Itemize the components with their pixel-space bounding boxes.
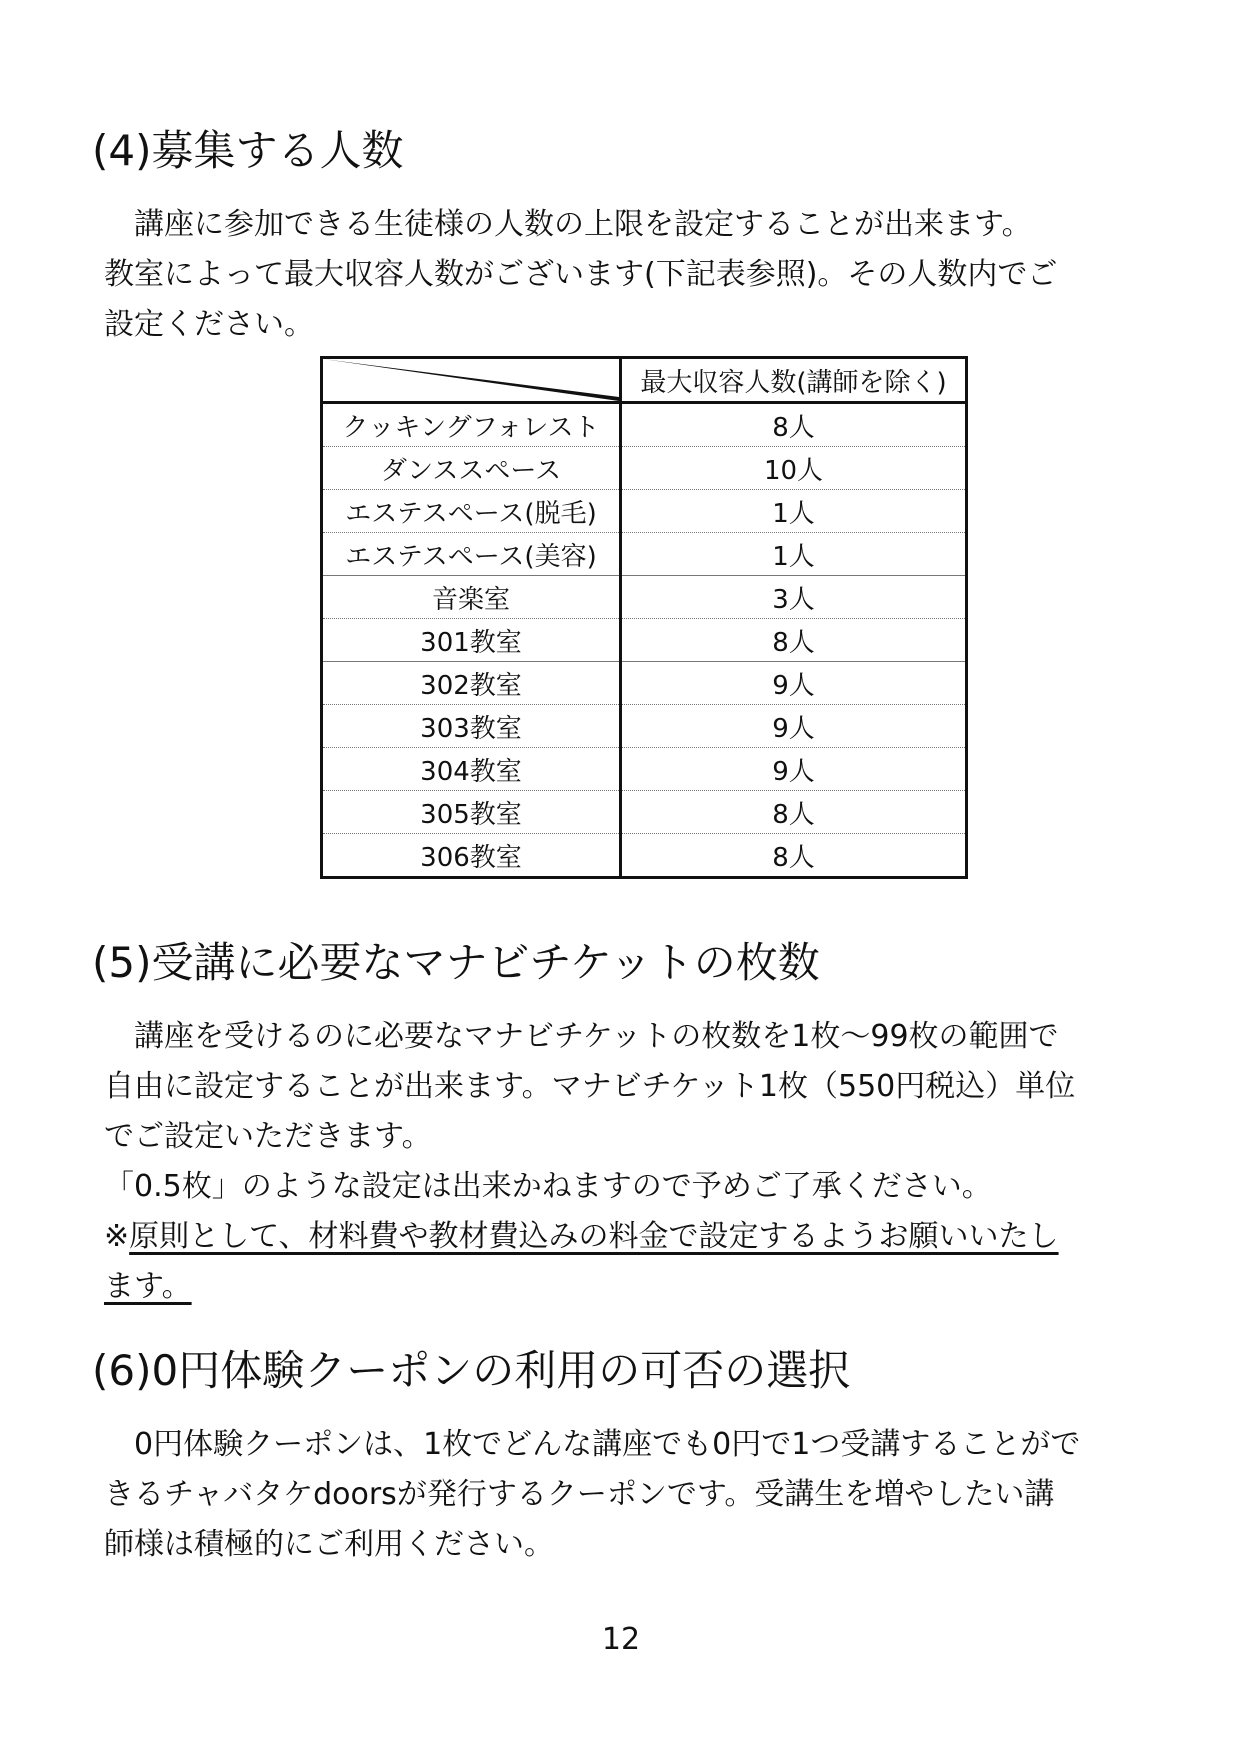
paragraph-line: 教室によって最大収容人数がございます(下記表参照)。その人数内でご: [104, 257, 1058, 292]
table-row: [322, 576, 967, 619]
table-row: [322, 490, 967, 533]
table-row: [322, 403, 967, 447]
section-4-body: [104, 200, 1174, 350]
note-text: 原則として、材料費や教材費込みの料金で設定するようお願いいたし: [129, 1219, 1059, 1254]
table-row: [322, 619, 967, 662]
paragraph-line: 0円体験クーポンは、1枚でどんな講座でも0円で1つ受講することがで: [134, 1427, 1081, 1462]
room-capacity-table: [320, 356, 968, 879]
room-capacity: 3人: [621, 576, 967, 619]
table-row: [322, 662, 967, 705]
room-capacity: 9人: [621, 705, 967, 748]
capacity-header: 最大収容人数(講師を除く): [621, 358, 967, 403]
section-6-heading: (6)0円体験クーポンの利用の可否の選択: [92, 1346, 851, 1395]
section-6-body: [104, 1420, 1174, 1570]
paragraph-line: 設定ください。: [104, 307, 314, 342]
room-name: エステスペース(美容): [322, 533, 621, 576]
page-number: 12: [601, 1622, 641, 1657]
note-line: [104, 1262, 1174, 1312]
note-mark: ※: [104, 1219, 130, 1254]
paragraph-line: 師様は積極的にご利用ください。: [104, 1527, 554, 1562]
room-name: ダンススペース: [322, 447, 621, 490]
paragraph-line: 自由に設定することが出来ます。マナビチケット1枚（550円税込）単位: [104, 1069, 1076, 1104]
paragraph-line: きるチャバタケdoorsが発行するクーポンです。受講生を増やしたい講: [104, 1477, 1055, 1512]
paragraph-line: 講座に参加できる生徒様の人数の上限を設定することが出来ます。: [134, 207, 1032, 242]
room-capacity: 9人: [621, 662, 967, 705]
room-name: 301教室: [322, 619, 621, 662]
room-name: エステスペース(脱毛): [322, 490, 621, 533]
note-text: ます。: [104, 1269, 192, 1304]
table-row: [322, 748, 967, 791]
room-name: 305教室: [322, 791, 621, 834]
table-row: [322, 834, 967, 878]
room-capacity: 9人: [621, 748, 967, 791]
room-name: クッキングフォレスト: [322, 403, 621, 447]
room-capacity: 1人: [621, 533, 967, 576]
room-capacity: 8人: [621, 619, 967, 662]
table-row: [322, 705, 967, 748]
section-4-heading: (4)募集する人数: [92, 126, 404, 175]
room-capacity: 8人: [621, 403, 967, 447]
section-5-heading: (5)受講に必要なマナビチケットの枚数: [92, 938, 820, 987]
room-capacity: 1人: [621, 490, 967, 533]
room-name: 音楽室: [322, 576, 621, 619]
diagonal-line: [323, 359, 619, 401]
table-row: [322, 447, 967, 490]
room-capacity: 10人: [621, 447, 967, 490]
room-name: 302教室: [322, 662, 621, 705]
room-name: 303教室: [322, 705, 621, 748]
paragraph-line: でご設定いただきます。: [104, 1119, 432, 1154]
paragraph-line: 「0.5枚」のような設定は出来かねますので予めご了承ください。: [104, 1169, 992, 1204]
room-name: 304教室: [322, 748, 621, 791]
table-corner-cell: [322, 358, 621, 403]
room-capacity: 8人: [621, 791, 967, 834]
paragraph-line: 講座を受けるのに必要なマナビチケットの枚数を1枚～99枚の範囲で: [134, 1019, 1059, 1054]
table-row: [322, 791, 967, 834]
room-name: 306教室: [322, 834, 621, 878]
note-line: [104, 1212, 1174, 1262]
room-capacity: 8人: [621, 834, 967, 878]
table-row: [322, 533, 967, 576]
section-5-body: [104, 1012, 1174, 1312]
